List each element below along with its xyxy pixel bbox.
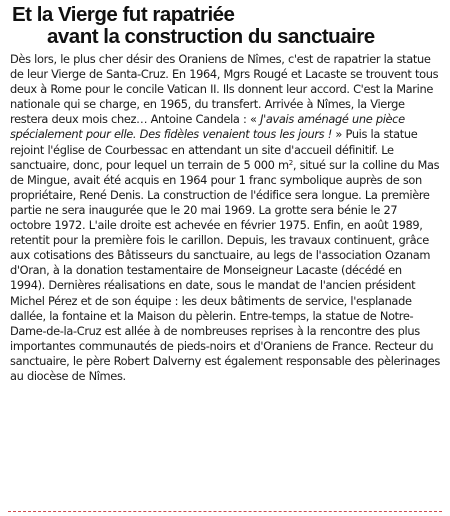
body-after-quote: » Puis la statue rejoint l'église de Courbessac en attendant un site d'accueil définitif. Le sanctuaire, donc, pour lequel un terrain de 5 000 m (10, 127, 418, 172)
article-headline (10, 4, 440, 48)
article-body (10, 52, 440, 384)
body-quote: J'avais aménagé une pièce spécialement pour elle. Des fidèles venaient tous les jours ! (10, 112, 405, 142)
body-superscript: 2 (288, 158, 293, 167)
headline-line-1: Et la Vierge fut rapatriée (12, 3, 235, 26)
bottom-divider (8, 511, 442, 512)
body-rest: , situé sur la colline du Mas de Mingue, avait été acquis en 1964 pour 1 franc symbolique auprès de son propriétaire, René Denis. La construction de l'édifice sera longue. La première partie ne sera inaugurée que le 20 mai 1969. La grotte sera bénie le 27 octobre 1972. L'aile droite est achevée en février 1975. Enfin, en août 1989, retentit pour la première fois le carillon. Depuis, les travaux continuent, grâce aux cotisations des Bâtisseurs du sanctuaire, au legs de l'association Ozanam d'Oran, à la donation testamentaire de Monseigneur Lacaste (décédé en 1994). Dernières réalisations en date, sous le mandat de l'ancien président Michel Pérez et de son équipe : les deux bâtiments de service, l'esplanade dallée, la fontaine et la Maison du pèlerin. Entre-temps, la statue de Notre-Dame-de-la-Cruz est allée à de nombreuses reprises à la rencontre des plus importantes communautés de pieds-noirs et d'Oraniens de France. Recteur du sanctuaire, le père Robert Dalverny est également responsable des pèlerinages au diocèse de Nîmes. (10, 157, 440, 383)
headline-line-2: avant la construction du sanctuaire (47, 25, 375, 48)
body-intro: Dès lors, le plus cher désir des Oraniens de Nîmes, c'est de rapatrier la statue de leur Vierge de Santa-Cruz. En 1964, Mgrs Rougé et Lacaste se trouvent tous deux à Rome pour le concile Vatican II. Ils donnent leur accord. C'est la Marine nationale qui se charge, en 1965, du transfert. Arrivée à Nîmes, la Vierge restera deux mois chez… Antoine Candela : « (10, 52, 439, 127)
